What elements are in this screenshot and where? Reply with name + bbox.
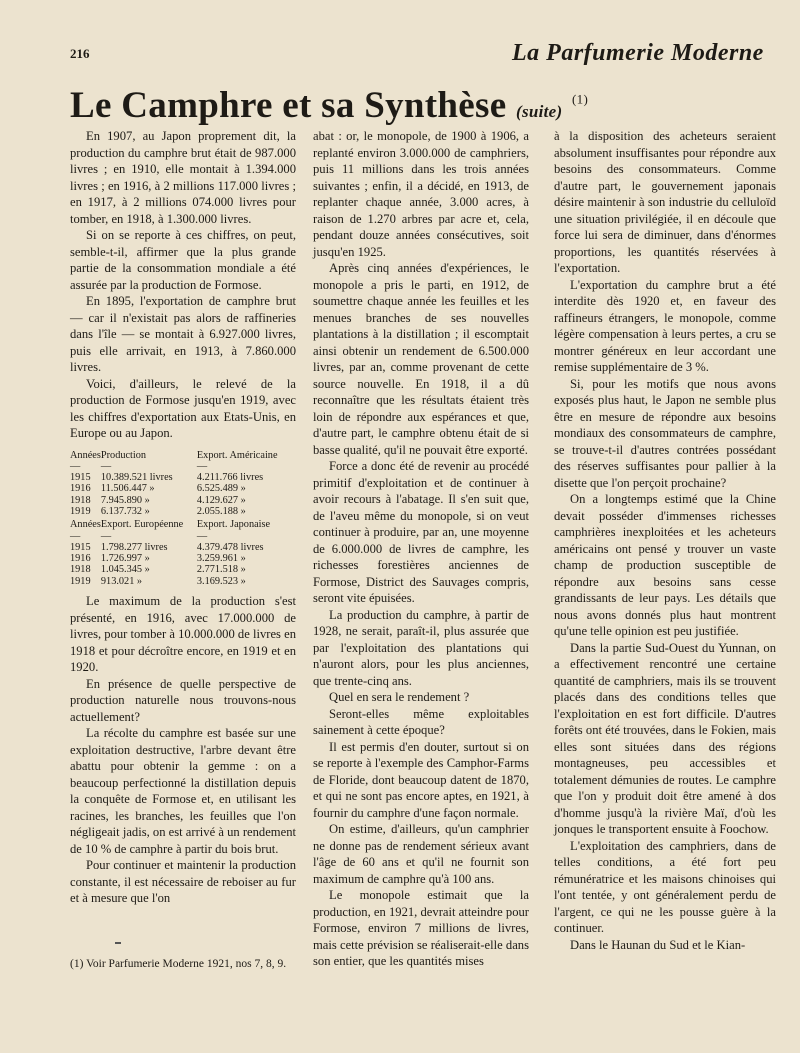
paragraph: Le monopole estimait que la production, en 1921, devrait atteindre pour Formose, environ 7 millions de livres, mais cette prévision se réaliserait-elle dans son entier, que les quantités mises [313, 888, 529, 968]
page-number: 216 [70, 46, 90, 61]
table-cell: 1.726.997 » [100, 553, 150, 565]
table-cell: 1.798.277 livres [100, 541, 168, 553]
table-cell: 913.021 » [100, 575, 143, 587]
table-dash: — [70, 460, 81, 472]
table-cell: 1915 [70, 472, 91, 484]
table-cell: 1916 [70, 553, 91, 565]
table-cell: 6.525.489 » [196, 483, 246, 495]
table-cell: 10.389.521 livres [100, 472, 173, 484]
table-cell: 2.771.518 » [196, 564, 246, 576]
table-row [70, 542, 296, 553]
table-cell: 1916 [70, 483, 91, 495]
table-cell: 4.129.627 » [196, 494, 246, 506]
table-row [70, 506, 296, 517]
table-cell: 2.055.188 » [196, 505, 246, 517]
article-title-suffix: (suite) [515, 102, 563, 121]
table-cell: 4.379.478 livres [196, 541, 264, 553]
footnote: (1) Voir Parfumerie Moderne 1921, nos 7, 8, 9. [70, 958, 287, 970]
table-header: Production [100, 449, 147, 461]
table-dash: — [100, 530, 112, 542]
paragraph: Pour continuer et maintenir la production constante, il est nécessaire de reboiser au fur et à mesure que l'on [70, 858, 296, 906]
table-cell: 1918 [70, 494, 91, 506]
table-cell: 11.506.447 » [100, 483, 155, 495]
paragraph: Dans le Haunan du Sud et le Kian- [570, 937, 746, 952]
paragraph: Il est permis d'en douter, surtout si on se reporte à l'exemple des Camphor-Farms de Floride, dont beaucoup datent de 1870, et qui ne sont pas encore aptes, en 1921, à fournir du camphre d'une façon normale. [313, 739, 529, 820]
table-cell: 3.259.961 » [196, 553, 246, 565]
table-cell: 6.137.732 » [100, 505, 150, 517]
paragraph: Seront-elles même exploitables sainement à cette époque? [313, 706, 529, 737]
paragraph: En 1907, au Japon proprement dit, la production du camphre brut était de 987.000 livres ; en 1910, elle montait à 1.394.000 livres ; en 1916, à 2 millions 117.000 livres ; en 1917, à 2 millions 074.000 livres pour tomber, en 1918, à 1.300.000 livres. [70, 129, 296, 226]
table-dash: — [196, 460, 208, 472]
table-dash: — [100, 460, 112, 472]
table-header: Années [70, 449, 101, 461]
production-table-1 [70, 448, 296, 588]
paragraph: En présence de quelle perspective de production naturelle nous trouvons-nous actuellement? [70, 676, 296, 724]
table-cell: 1915 [70, 541, 91, 553]
paragraph: L'exportation du camphre brut a été interdite dès 1920 et, en faveur des raffineurs étrangers, le monopole, comme légère compensation à leurs pertes, a cru se montrer généreux en leur accordant une remise supplémentaire de 3 %. [554, 277, 776, 374]
table-dash: — [70, 530, 81, 542]
table-row [70, 564, 296, 575]
table-cell: 3.169.523 » [196, 575, 246, 587]
column-2 [313, 128, 529, 970]
table-header: Export. Européenne [100, 519, 184, 531]
paragraph: Voici, d'ailleurs, le relevé de la production de Formose jusqu'en 1919, avec les chiffres d'exportation aux Etats-Unis, en Europe ou au Japon. [70, 376, 296, 440]
paragraph: Force a donc été de revenir au procédé primitif d'exploitation et de continuer à avoir recours à l'abatage. Il s'en suit que, de l'aveu même du monopole, si on veut continuer à produire, par an, une moyenne de 6.000.000 de livres de camphre, les richesses forestières anciennes de Formose, District des Sauvages compris, seront vite épuisées. [313, 459, 529, 605]
table-cell: 1919 [70, 505, 91, 517]
table-row [70, 576, 296, 587]
table-row [70, 483, 296, 494]
paragraph: Le maximum de la production s'est présenté, en 1916, avec 17.000.000 de livres, pour tomber à 10.000.000 de livres en 1918 et pour décroître encore, en 1919 et en 1920. [70, 594, 296, 675]
table-dash: — [196, 530, 208, 542]
article-title-text: Le Camphre et sa Synthèse [70, 85, 507, 126]
table-row [70, 495, 296, 506]
column-3 [554, 128, 776, 953]
article-title [70, 84, 588, 127]
paragraph: On a longtemps estimé que la Chine devait posséder d'immenses richesses camphrières inexploitées et les acheteurs américains ont pensé y trouver un vaste champ de production susceptible de répondre aux besoins sans cesse grandissants de leur pays. Les détails que nous avons donnés plus haut montrent qu'une telle opinion est peu justifiée. [554, 492, 776, 638]
masthead: La Parfumerie Moderne [512, 40, 764, 66]
table-cell: 1919 [70, 575, 91, 587]
paragraph: à la disposition des acheteurs seraient absolument insuffisantes pour répondre aux besoins des consommateurs. Comme d'autre part, le gouvernement japonais désire maintenir à son industrie du celluloïd une situation privilégiée, il en découle que force lui sera de diminuer, dans d'énormes proportions, les quantités réservées à l'exportation. [554, 129, 776, 275]
paragraph: abat : or, le monopole, de 1900 à 1906, a replanté environ 3.000.000 de camphriers, puis 11 millions dans les trois années suivantes ; enfin, il a décidé, en 1913, de replanter chaque année, 3.000 acres, à raison de 1.270 arbres par acre et, cela, pendant douze années consécutives, soit jusqu'en 1925. [313, 129, 529, 259]
table-cell: 1918 [70, 564, 91, 576]
table-row [70, 472, 296, 483]
paragraph: L'exploitation des camphriers, dans de telles conditions, a été fort peu rémunératrice et les maisons chinoises qui l'ont tentée, y ont généralement perdu de l'argent, ce qui ne les pousse guère à la continuer. [554, 838, 776, 935]
table-header: Export. Japonaise [196, 519, 271, 531]
article-title-note: (1) [572, 91, 589, 107]
table-cell: 1.045.345 » [100, 564, 150, 576]
paragraph: Si on se reporte à ces chiffres, on peut, semble-t-il, affirmer que la plus grande partie de la consommation mondiale a été assurée par la production de Formose. [70, 228, 296, 292]
paragraph: Si, pour les motifs que nous avons exposés plus haut, le Japon ne semble plus être en mesure de répondre aux besoins mondiaux des consommateurs de camphre, se trouve-t-il d'autres contrées possédant des réserves suffisantes pour pallier à la disette que l'on perçoit prochaine? [554, 376, 776, 490]
table-cell: 4.211.766 livres [196, 472, 264, 484]
table-header: Export. Américaine [196, 449, 278, 461]
paragraph: En 1895, l'exportation de camphre brut — car il n'existait pas alors de raffineries dans l'île — se montait à 6.927.000 livres, puis elle arrivait, en 1913, à 7.860.000 livres. [70, 294, 296, 374]
paragraph: Dans la partie Sud-Ouest du Yunnan, on a effectivement rencontré une certaine quantité de camphriers, mais ils se trouvent placés dans des conditions telles que l'exploitation en est fort difficile. D'autres forêts ont été trouvées, dans le Fokien, mais elles sont situées dans des régions montagneuses, peu accessibles et totalement démunies de routes. Le camphre que l'on y produit doit être amené à dos d'homme jusqu'à la rivière Maï, d'où les jonques le transportent ensuite à Foochow. [554, 640, 776, 836]
paragraph: On estime, d'ailleurs, qu'un camphrier ne donne pas de rendement sérieux avant l'âge de 60 ans et qu'il ne fournit son maximum de camphre qu'à 100 ans. [313, 822, 529, 886]
paragraph: La récolte du camphre est basée sur une exploitation destructive, l'arbre devant être abattu pour obtenir la gemme : on a beaucoup perfectionné la distillation depuis la conquête de Formose et, en utilisant les racines, les branches, les feuilles que l'on négligeait jadis, on est arrivé à un rendement de 10 % de camphre à partir du bois brut. [70, 726, 296, 856]
footnote-rule [115, 942, 121, 944]
table-cell: 7.945.890 » [100, 494, 150, 506]
paragraph: Quel en sera le rendement ? [329, 690, 470, 704]
column-1 [70, 128, 296, 907]
table-header: Années [70, 519, 101, 531]
paragraph: La production du camphre, à partir de 1928, ne serait, paraît-il, plus assurée que par l'exploitation des plantations qui n'auront alors, pour les plus anciennes, que trente-cinq ans. [313, 607, 529, 688]
paragraph: Après cinq années d'expériences, le monopole a pris le parti, en 1912, de soumettre chaque année les feuilles et les menues branches de ses nouvelles plantations à la distillation ; il escomptait ainsi obtenir un rendement de 6.500.000 livres, par an, comme provenant de cette source nouvelle. En 1918, il a dû reconnaître que les résultats étaient très loin de répondre aux espérances et que, d'autre part, le camphre obtenu était de si basse qualité, qu'il ne pouvait être exporté. [313, 261, 529, 457]
table-row [70, 553, 296, 564]
